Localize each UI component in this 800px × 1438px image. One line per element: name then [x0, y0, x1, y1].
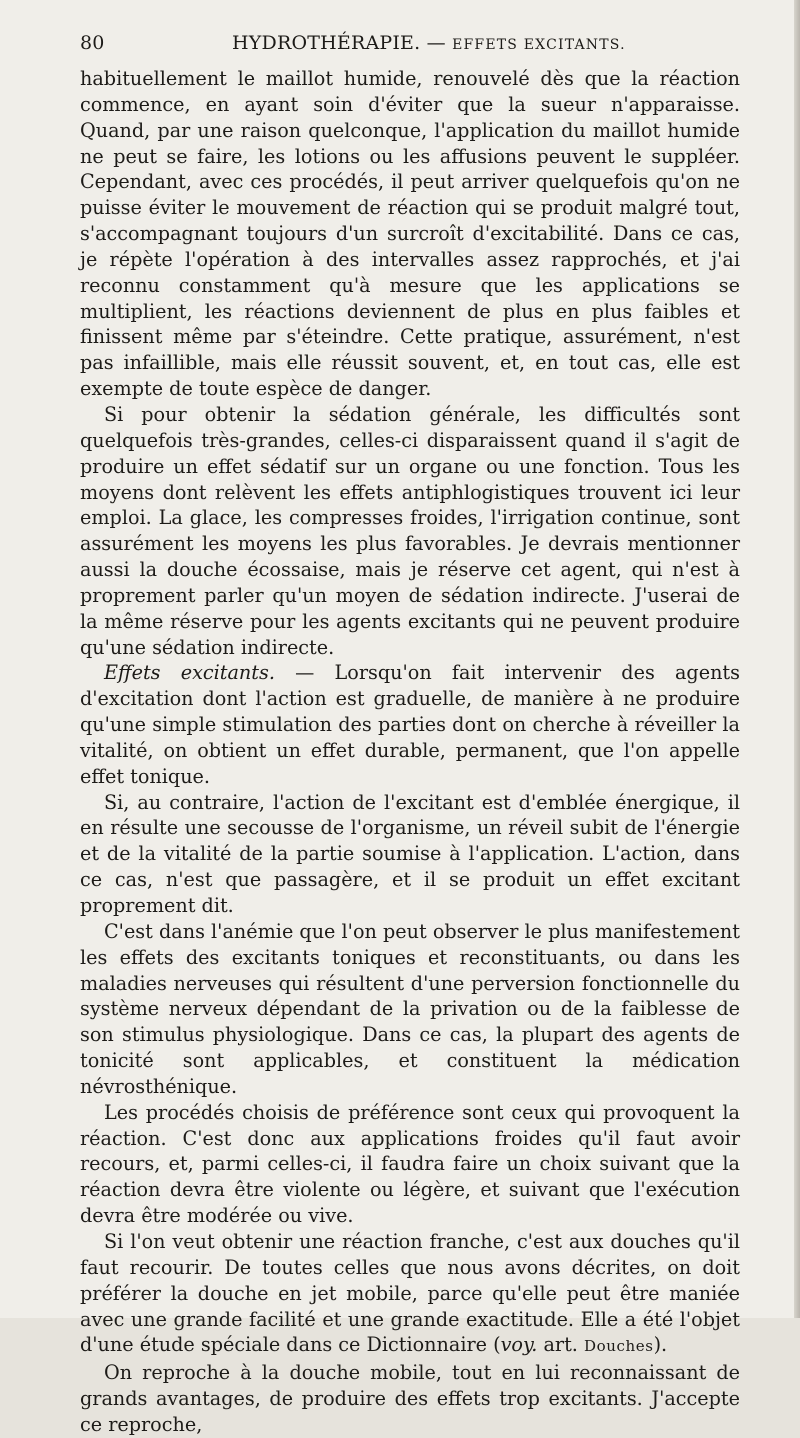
body-text: [80, 66, 740, 1438]
page-number: 80: [80, 32, 105, 54]
paragraph-7-text: Si l'on veut obtenir une réaction franche, c'est aux douches qu'il faut recourir. De toutes celles que nous avons décrites, on doit préférer la douche en jet mobile, parce qu'elle peut être maniée avec une grande facilité et une grande exactitude. Elle a été l'objet d'une étude spéciale dans ce Dictionnaire (: [80, 1229, 740, 1357]
paragraph-2: Si pour obtenir la sédation générale, les difficultés sont quelquefois très-grandes, celles-ci disparaissent quand il s'agit de produire un effet sédatif sur un organe ou une fonction. Tous les moyens dont relèvent les effets antiphlogistiques trouvent ici leur emploi. La glace, les compresses froides, l'irrigation continue, sont assurément les moyens les plus favorables. Je devrais mentionner aussi la douche écossaise, mais je réserve cet agent, qui n'est à proprement parler qu'un moyen de sédation indirecte. J'userai de la même réserve pour les agents excitants qui ne peuvent produire qu'une sédation indirecte.: [80, 402, 740, 659]
paragraph-4: Si, au contraire, l'action de l'excitant est d'emblée énergique, il en résulte une secousse de l'organisme, un réveil subit de l'énergie et de la vitalité de la partie soumise à l'application. L'action, dans ce cas, n'est que passagère, et il se produit un effet excitant proprement dit.: [80, 790, 740, 917]
page-edge-shadow: [794, 0, 800, 1318]
paragraph-8: On reproche à la douche mobile, tout en lui reconnaissant de grands avantages, de produire des effets trop excitants. J'accepte ce reproche,: [80, 1361, 740, 1436]
paragraph-3: [80, 660, 740, 789]
paragraph-1: habituellement le maillot humide, renouvelé dès que la réaction commence, en ayant soin d'éviter que la sueur n'apparaisse. Quand, par une raison quelconque, l'application du maillot humide ne peut se faire, les lotions ou les affusions peuvent le suppléer. Cependant, avec ces procédés, il peut arriver quelquefois qu'on ne puisse éviter le mouvement de réaction qui se produit malgré tout, s'accompagnant toujours d'un surcroît d'excitabilité. Dans ce cas, je répète l'opération à des intervalles assez rapprochés, et j'ai reconnu constamment qu'à mesure que les applications se multiplient, les réactions deviennent de plus en plus faibles et finissent même par s'éteindre. Cette pratique, assurément, n'est pas infaillible, mais elle réussit souvent, et, en tout cas, elle est exempte de toute espèce de danger.: [80, 67, 740, 401]
paragraph-7: [80, 1229, 740, 1360]
paragraph-5: C'est dans l'anémie que l'on peut observer le plus manifestement les effets des excitants toniques et reconstituants, ou dans les maladies nerveuses qui résultent d'une perversion fonctionnelle du système nerveux dépendant de la privation ou de la faiblesse de son stimulus physiologique. Dans ce cas, la plupart des agents de tonicité sont applicables, et constituent la médication névrosthénique.: [80, 919, 740, 1098]
running-title-main: HYDROTHÉRAPIE.: [232, 32, 421, 54]
running-title-dash: —: [426, 32, 446, 54]
cross-reference-douches: Douches: [584, 1337, 654, 1356]
paragraph-7-end: ).: [653, 1333, 668, 1357]
page-header: [80, 32, 720, 58]
paragraph-3-text: — Lorsqu'on fait intervenir des agents d'excitation dont l'action est graduelle, de manière à ne produire qu'une simple stimulation des parties dont on cherche à réveiller la vitalité, on obtient un effet durable, permanent, que l'on appelle effet tonique.: [80, 661, 740, 788]
section-heading-effets-excitants: Effets excitants.: [104, 661, 275, 685]
paragraph-6: Les procédés choisis de préférence sont ceux qui provoquent la réaction. C'est donc aux applications froides qu'il faut avoir recours, et, parmi celles-ci, il faudra faire un choix suivant que la réaction devra être violente ou légère, et suivant que l'exécution devra être modérée ou vive.: [80, 1100, 740, 1228]
running-title-section: EFFETS EXCITANTS.: [452, 37, 626, 53]
cross-reference-voy: voy.: [500, 1333, 538, 1357]
running-title: [232, 32, 626, 54]
cross-reference-art: art.: [537, 1333, 584, 1357]
